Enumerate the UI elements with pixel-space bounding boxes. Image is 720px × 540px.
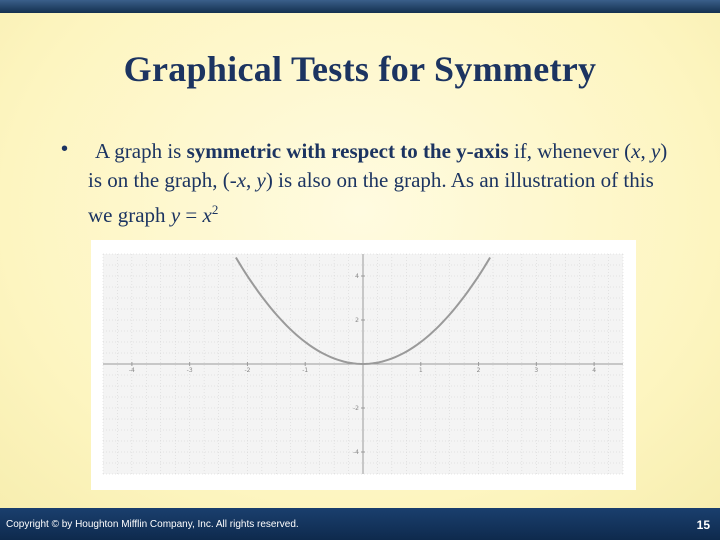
- copyright-text: Copyright © by Houghton Mifflin Company, Inc. All rights reserved.: [6, 519, 299, 530]
- top-bar: [0, 0, 720, 13]
- y-tick-label: 4: [355, 273, 359, 280]
- body-text-part: A graph is: [95, 139, 187, 163]
- equation-equals: =: [180, 203, 203, 227]
- graph-panel: [91, 240, 636, 490]
- y-tick-label: -4: [353, 449, 359, 456]
- body-variable: y: [256, 168, 266, 192]
- body-text-part: ) is on the graph, (-: [88, 139, 668, 192]
- slide-title: Graphical Tests for Symmetry: [123, 49, 597, 89]
- body-variable: x: [236, 168, 247, 192]
- x-tick-label: 3: [534, 367, 539, 374]
- x-tick-label: 2: [476, 367, 481, 374]
- body-text-part: ,: [640, 139, 651, 163]
- body-variable: y: [650, 139, 661, 163]
- equation-x: x: [202, 203, 212, 227]
- x-tick-label: -3: [186, 367, 193, 374]
- equation-exponent: 2: [211, 202, 219, 217]
- page-number: 15: [696, 518, 710, 532]
- body-text-part: if, whenever (: [508, 139, 632, 163]
- y-tick-label: -2: [353, 405, 359, 412]
- bullet-marker: •: [61, 138, 69, 160]
- y-tick-label: 2: [355, 317, 359, 324]
- x-tick-label: 4: [592, 367, 597, 374]
- equation-y: y: [170, 203, 181, 227]
- x-tick-label: 1: [418, 367, 423, 374]
- body-variable: x: [631, 139, 641, 163]
- parabola-graph: [91, 240, 636, 490]
- x-tick-label: -2: [244, 367, 251, 374]
- x-tick-label: -1: [302, 367, 309, 374]
- x-tick-label: -4: [128, 367, 135, 374]
- body-text-part: ) is also on the graph. As an illustration of this we graph: [88, 168, 654, 227]
- body-text-part: ,: [246, 168, 257, 192]
- bullet-text: [88, 137, 668, 230]
- body-emphasis: symmetric with respect to the y-axis: [186, 139, 509, 163]
